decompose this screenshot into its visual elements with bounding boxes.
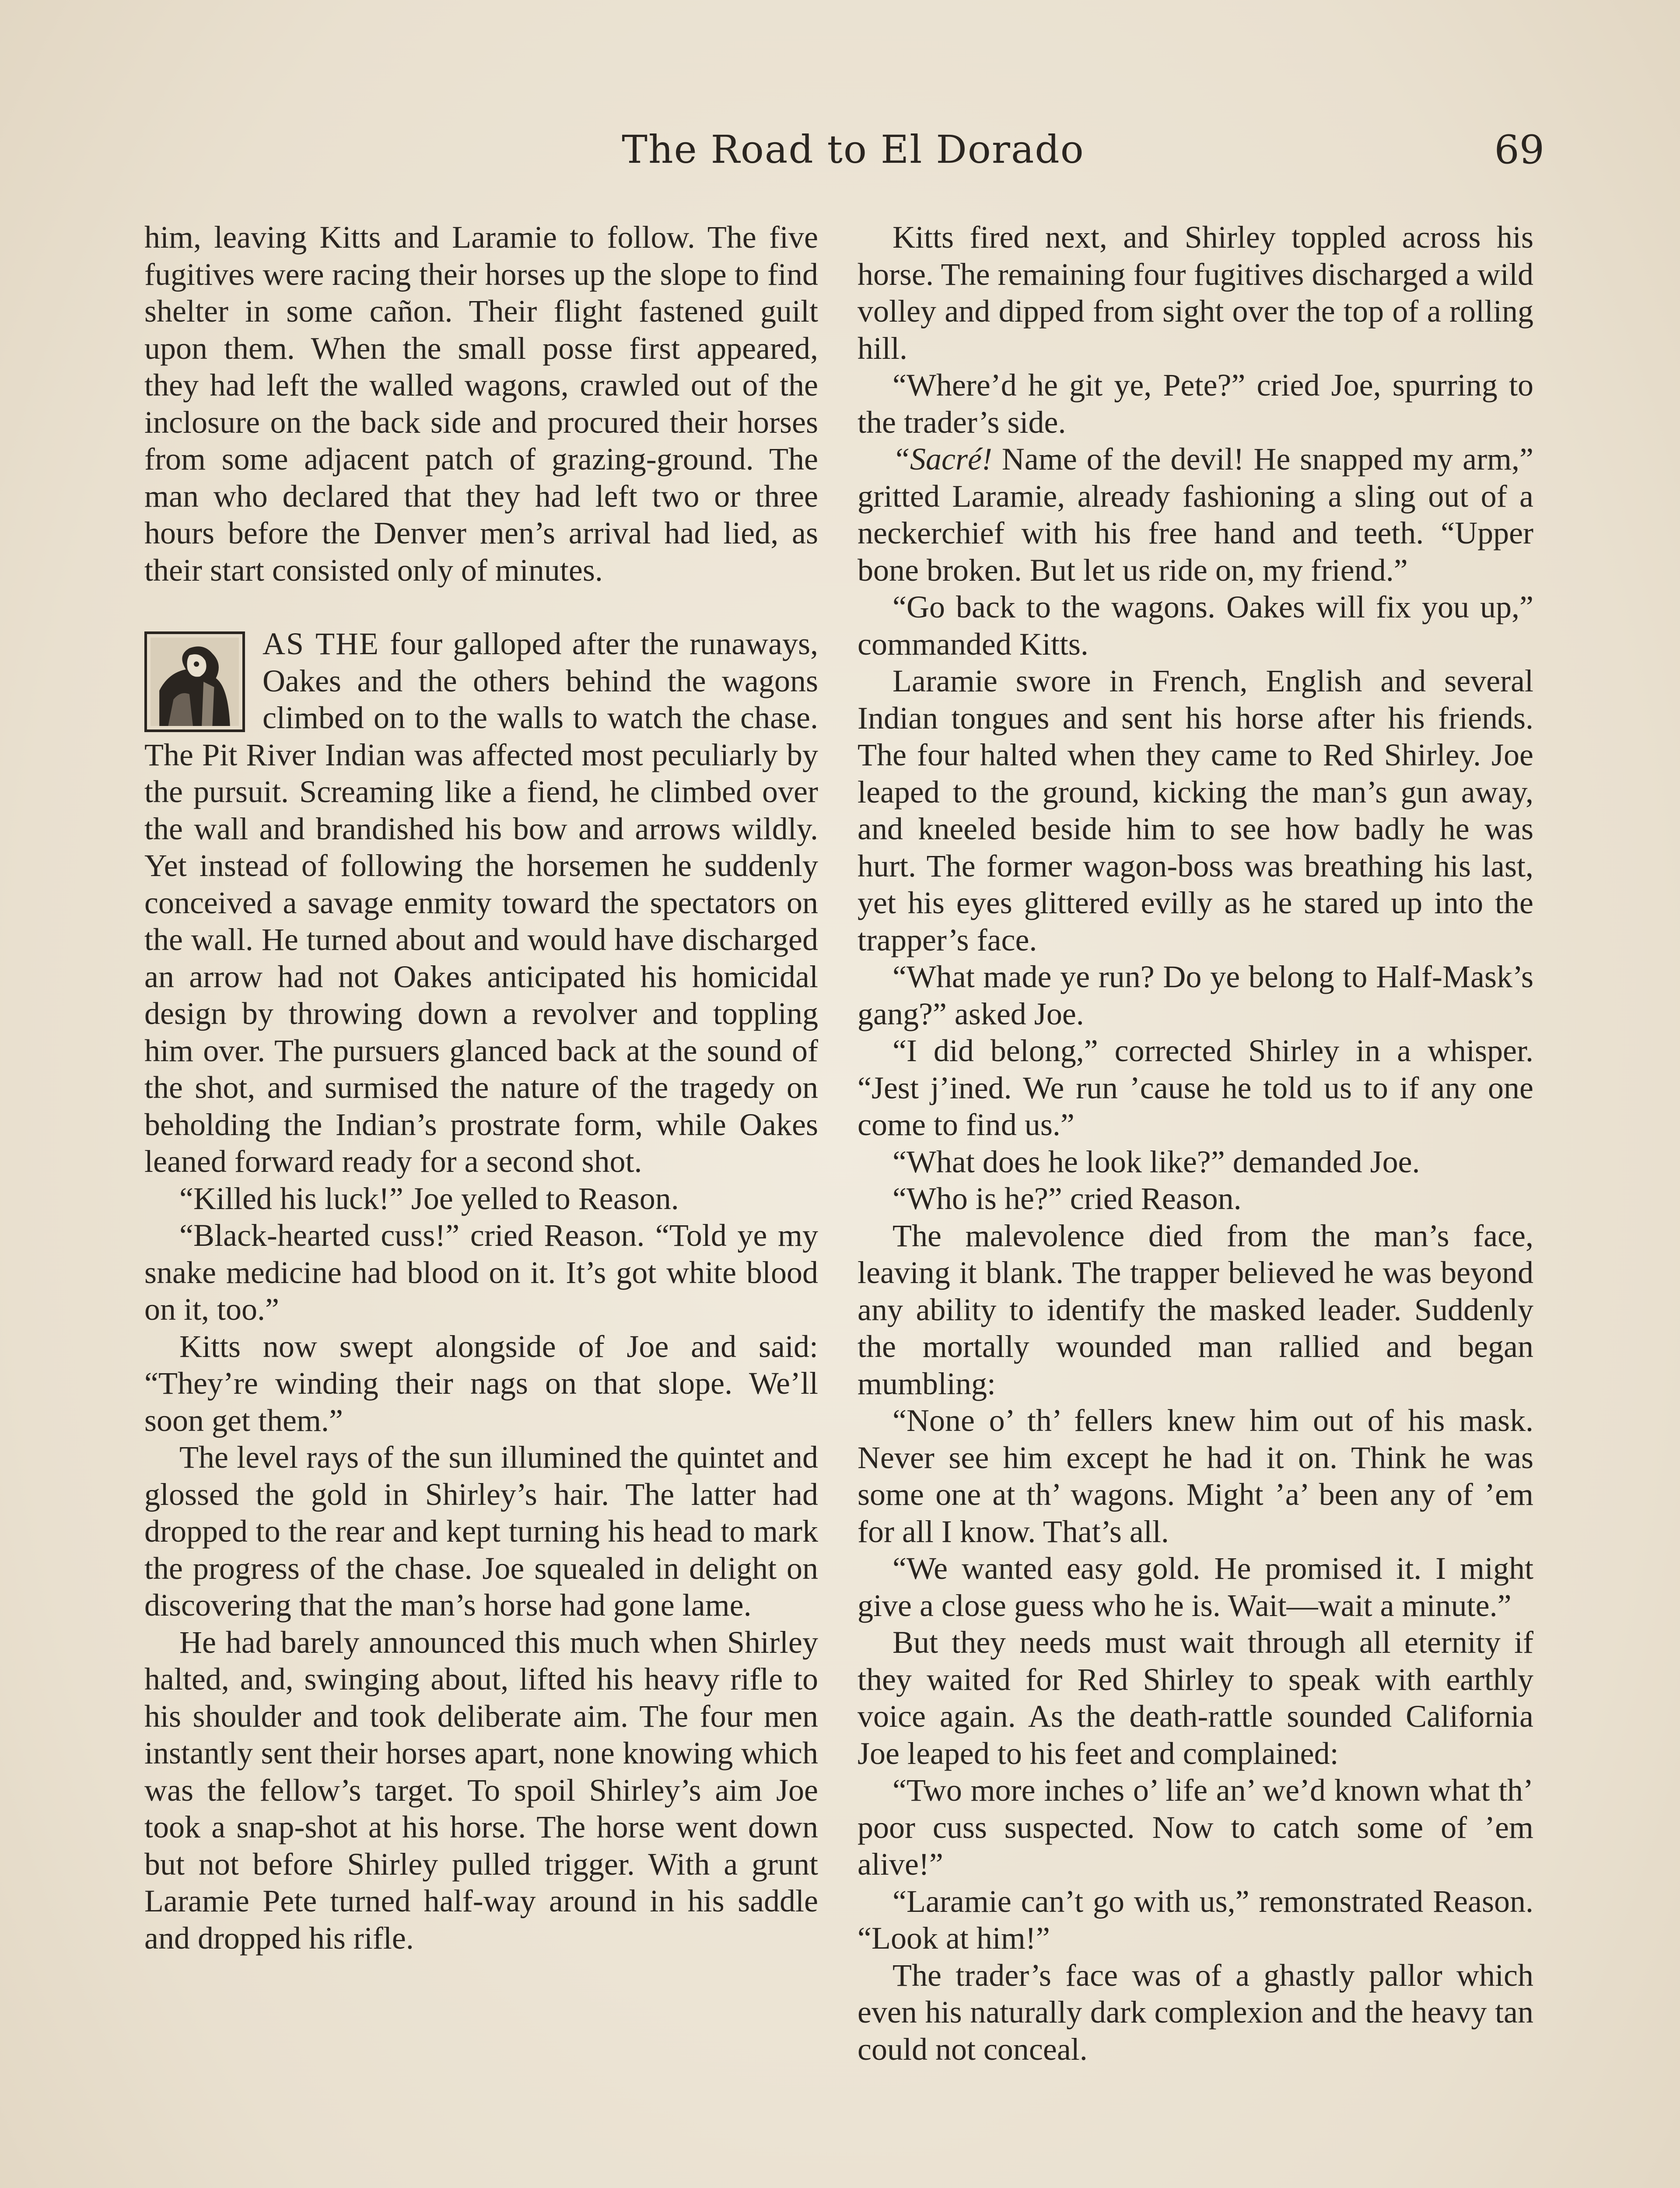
- paragraph: The trader’s face was of a ghastly pallor which even his naturally dark complexion and the heavy tan could not conceal.: [858, 1957, 1533, 2067]
- paragraph: The level rays of the sun illumined the quintet and glossed the gold in Shirley’s hair. The latter had dropped to the rear and kept turning his head to mark the progress of the chase. Joe squealed in delight on discovering that the man’s horse had gone lame.: [144, 1440, 818, 1623]
- italic-exclamation: “Sacré!: [892, 442, 992, 477]
- paragraph: “Killed his luck!” Joe yelled to Reason.: [179, 1181, 679, 1216]
- paragraph: Kitts fired next, and Shirley toppled across his horse. The remaining four fugitives discharged a wild volley and dipped from sight over the top of a rolling hill.: [858, 220, 1533, 366]
- illustrated-drop-cap-icon: [144, 631, 245, 732]
- paragraph: “What made ye run? Do ye belong to Half-Mask’s gang?” asked Joe.: [858, 959, 1533, 1031]
- paragraph: him, leaving Kitts and Laramie to follow. The five fugitives were racing their horses up the slope to find shelter in some cañon. Their flight fastened guilt upon them. When the small posse first appeared, they had left the walled wagons, crawled out of the inclosure on the back side and procured their horses from some adjacent patch of grazing-ground. The man who declared that they had left two or three hours before the Denver men’s arrival had lied, as their start consisted only of minutes.: [144, 220, 818, 588]
- paragraph: “Two more inches o’ life an’ we’d known what th’ poor cuss suspected. Now to catch some of ’em alive!”: [858, 1773, 1533, 1882]
- running-title: The Road to El Dorado: [622, 127, 1085, 172]
- paragraph: “Go back to the wagons. Oakes will fix you up,” commanded Kitts.: [858, 589, 1533, 662]
- paragraph: “Who is he?” cried Reason.: [892, 1181, 1242, 1216]
- paragraph-lead: [144, 625, 818, 1180]
- paragraph: “None o’ th’ fellers knew him out of his mask. Never see him except he had it on. Think he was some one at th’ wagons. Might ’a’ been any of ’em for all I know. That’s all.: [858, 1403, 1533, 1549]
- paragraph: “I did belong,” corrected Shirley in a whisper. “Jest j’ined. We run ’cause he told us to if any one come to find us.”: [858, 1033, 1533, 1142]
- paragraph: Laramie swore in French, English and several Indian tongues and sent his horse after his friends. The four halted when they came to Red Shirley. Joe leaped to the ground, kicking the man’s gun away, and kneeled beside him to see how badly he was hurt. The former wagon-boss was breathing his last, yet his eyes glittered evilly as he stared up into the trapper’s face.: [858, 663, 1533, 957]
- page-number: 69: [1494, 127, 1544, 173]
- paragraph: “Where’d he git ye, Pete?” cried Joe, spurring to the trader’s side.: [858, 368, 1533, 440]
- paragraph: The malevolence died from the man’s face, leaving it blank. The trapper believed he was beyond any ability to identify the masked leader. Suddenly the mortally wounded man rallied and began mumbling:: [858, 1218, 1533, 1401]
- left-column: [144, 219, 818, 2188]
- paragraph-text: four galloped after the runaways, Oakes and the others behind the wagons climbed on to the walls to watch the chase. The Pit River Indian was affected most peculiarly by the pursuit. Screaming like a fiend, he climbed over the wall and brandished his bow and arrows wildly. Yet instead of following the horsemen he suddenly conceived a savage enmity toward the spectators on the wall. He turned about and would have discharged an arrow had not Oakes anticipated his homicidal design by throwing down a revolver and toppling him over. The pursuers glanced back at the sound of the shot, and surmised the nature of the tragedy on beholding the Indian’s prostrate form, while Oakes leaned forward ready for a second shot.: [144, 626, 818, 1179]
- paragraph: “We wanted easy gold. He promised it. I might give a close guess who he is. Wait—wait a minute.”: [858, 1551, 1533, 1623]
- paragraph: Kitts now swept alongside of Joe and said: “They’re winding their nags on that slope. We’ll soon get them.”: [144, 1329, 818, 1438]
- paragraph-text: Name of the devil! He snapped my arm,” gritted Laramie, already fashioning a sling out of a neckerchief with his free hand and teeth. “Upper bone broken. But let us ride on, my friend.”: [858, 442, 1533, 588]
- paragraph: He had barely announced this much when Shirley halted, and, swinging about, lifted his heavy rifle to his shoulder and took deliberate aim. The four men instantly sent their horses apart, none knowing which was the fellow’s target. To spoil Shirley’s aim Joe took a snap-shot at his horse. The horse went down but not before Shirley pulled trigger. With a grunt Laramie Pete turned half-way around in his saddle and dropped his rifle.: [144, 1624, 818, 1956]
- right-column: [858, 219, 1533, 2188]
- paragraph: But they needs must wait through all eternity if they waited for Red Shirley to speak with earthly voice again. As the death-rattle sounded California Joe leaped to his feet and complained:: [858, 1625, 1533, 1771]
- paragraph: “Laramie can’t go with us,” remonstrated Reason. “Look at him!”: [858, 1883, 1533, 1956]
- section-break: [144, 589, 818, 625]
- indian-portrait-icon: [150, 638, 239, 726]
- lead-in-caps: AS THE: [262, 626, 379, 661]
- paragraph: “Black-hearted cuss!” cried Reason. “Told ye my snake medicine had blood on it. It’s got white blood on it, too.”: [144, 1218, 818, 1327]
- paragraph: “What does he look like?” demanded Joe.: [892, 1144, 1420, 1179]
- paragraph: [858, 441, 1533, 589]
